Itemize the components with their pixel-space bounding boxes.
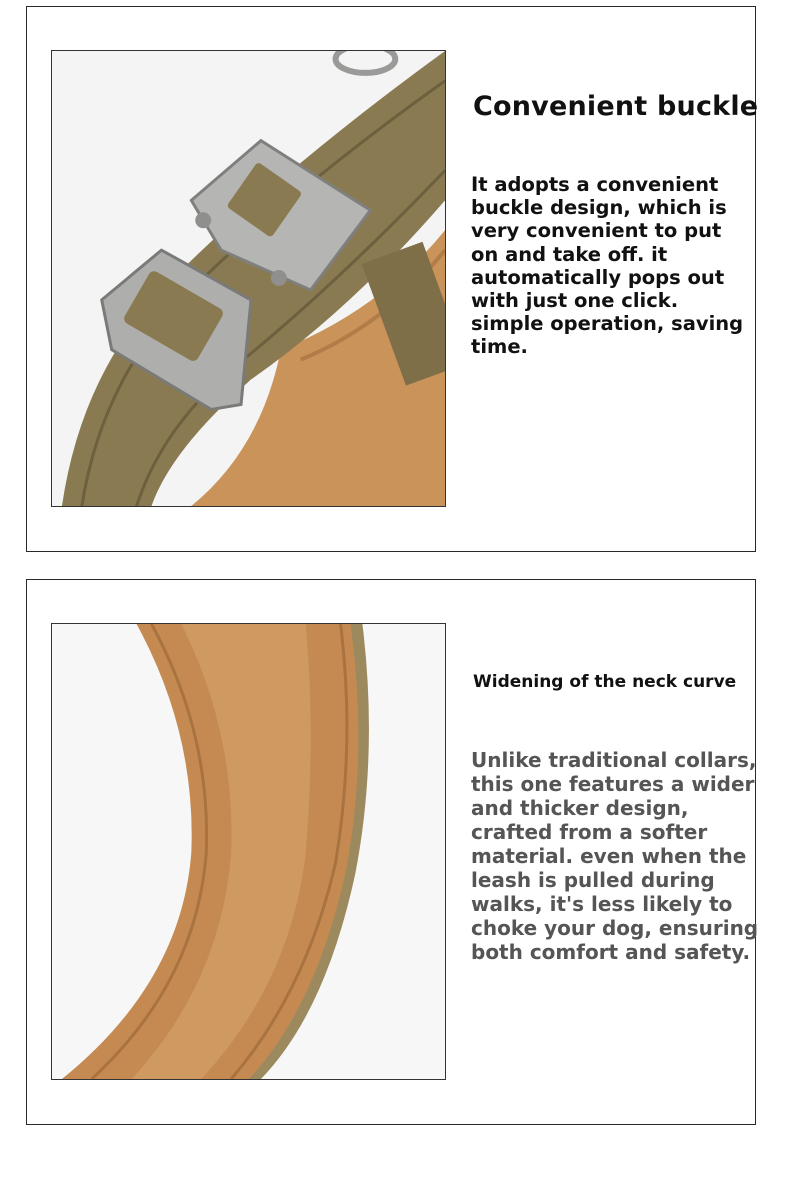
collar-buckle-photo	[51, 50, 446, 507]
feature-panel-neck-curve	[26, 579, 759, 1125]
section-title: Widening of the neck curve	[473, 672, 737, 692]
feature-panel-buckle	[26, 6, 759, 552]
section-description: It adopts a convenient buckle design, which is very convenient to put on and take off. it automatically pops out with just one click. simple operation, saving time.	[471, 173, 744, 359]
section-description: Unlike traditional collars, this one features a wider and thicker design, crafted from a softer material. even when the leash is pulled during walks, it's less likely to choke your dog, ensuring both comfort and safety.	[471, 748, 759, 964]
collar-padding-photo	[51, 623, 446, 1080]
section-title: Convenient buckle	[473, 91, 759, 122]
